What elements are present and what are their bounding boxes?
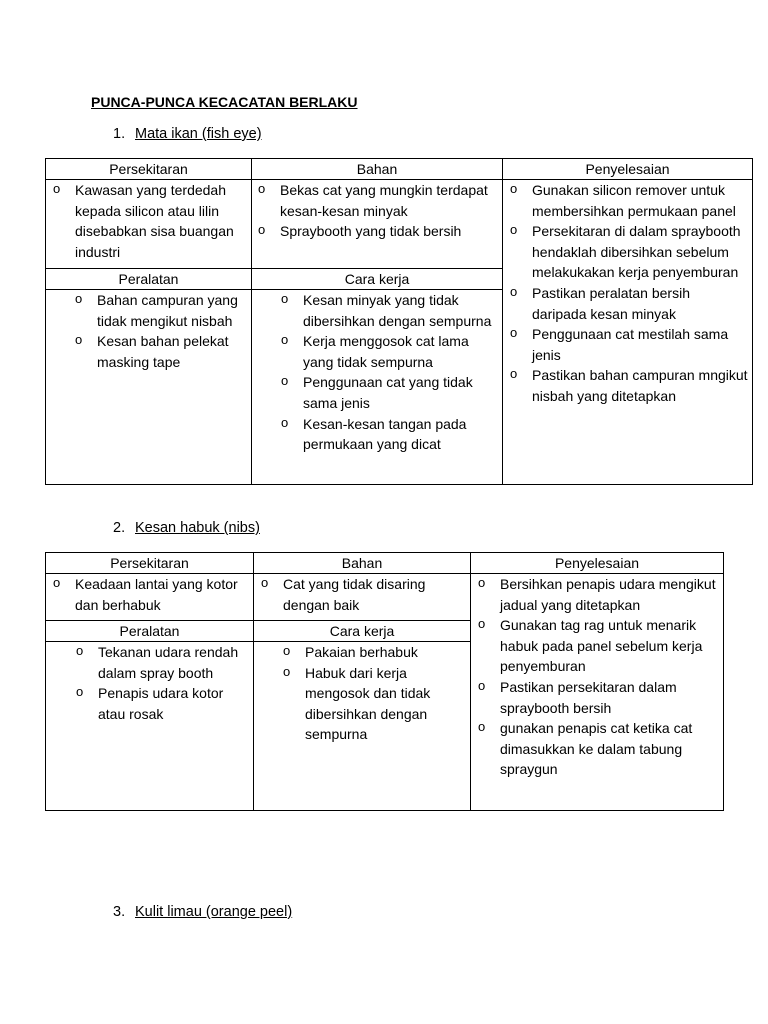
list-peralatan xyxy=(98,642,247,724)
list-item: o Habuk dari kerja mengosok dan tidak dibersihkan dengan sempurna xyxy=(305,663,464,745)
list-peralatan xyxy=(97,290,251,372)
list-item: o Gunakan silicon remover untuk membersihkan permukaan panel xyxy=(532,180,748,221)
header-penyelesaian: Penyelesaian xyxy=(503,159,753,180)
list-item: o gunakan penapis cat ketika cat dimasukkan ke dalam tabung spraygun xyxy=(500,718,719,780)
header-peralatan: Peralatan xyxy=(46,269,252,290)
cell-penyelesaian xyxy=(471,574,724,811)
list-persekitaran xyxy=(75,180,251,262)
cell-cara-kerja xyxy=(252,290,503,485)
header-cara-kerja: Cara kerja xyxy=(254,621,471,642)
list-item: o Pastikan bahan campuran mngikut nisbah yang ditetapkan xyxy=(532,365,748,406)
cell-peralatan xyxy=(46,290,252,485)
list-item: o Tekanan udara rendah dalam spray booth xyxy=(98,642,247,683)
header-bahan: Bahan xyxy=(254,553,471,574)
cell-bahan xyxy=(252,180,503,269)
header-persekitaran: Persekitaran xyxy=(46,553,254,574)
list-item: o Kesan minyak yang tidak dibersihkan dengan sempurna xyxy=(303,290,494,331)
list-item: o Bekas cat yang mungkin terdapat kesan-kesan minyak xyxy=(280,180,502,221)
list-item: o Persekitaran di dalam spraybooth hendaklah dibersihkan sebelum melakukakan kerja penyemburan xyxy=(532,221,748,283)
cell-persekitaran xyxy=(46,574,254,621)
section-heading: Kulit limau (orange peel) xyxy=(135,904,293,920)
section-heading: Kesan habuk (nibs) xyxy=(135,520,260,536)
section-number: 1. xyxy=(113,126,126,142)
list-item: o Penggunaan cat mestilah sama jenis xyxy=(532,324,748,365)
defect-table-2 xyxy=(45,552,724,811)
list-persekitaran xyxy=(75,574,253,615)
page-title: PUNCA-PUNCA KECACATAN BERLAKU xyxy=(91,94,358,110)
section-number: 2. xyxy=(113,520,126,536)
cell-penyelesaian xyxy=(503,180,753,485)
header-persekitaran: Persekitaran xyxy=(46,159,252,180)
section-number: 3. xyxy=(113,904,126,920)
header-peralatan: Peralatan xyxy=(46,621,254,642)
list-penyelesaian xyxy=(532,180,748,407)
section-title-1 xyxy=(113,126,262,142)
header-bahan: Bahan xyxy=(252,159,503,180)
section-heading: Mata ikan (fish eye) xyxy=(135,126,262,142)
cell-bahan xyxy=(254,574,471,621)
list-item: o Spraybooth yang tidak bersih xyxy=(280,221,502,242)
header-cara-kerja: Cara kerja xyxy=(252,269,503,290)
list-item: o Gunakan tag rag untuk menarik habuk pada panel sebelum kerja penyemburan xyxy=(500,615,719,677)
list-item: o Bersihkan penapis udara mengikut jadual yang ditetapkan xyxy=(500,574,719,615)
list-item: o Keadaan lantai yang kotor dan berhabuk xyxy=(75,574,253,615)
cell-peralatan xyxy=(46,642,254,811)
list-item: o Cat yang tidak disaring dengan baik xyxy=(283,574,470,615)
section-title-3 xyxy=(113,904,292,920)
list-cara-kerja xyxy=(303,290,494,455)
list-bahan xyxy=(283,574,470,615)
list-item: o Kesan bahan pelekat masking tape xyxy=(97,331,251,372)
section-title-2 xyxy=(113,520,260,536)
list-item: o Kawasan yang terdedah kepada silicon atau lilin disebabkan sisa buangan industri xyxy=(75,180,251,262)
header-penyelesaian: Penyelesaian xyxy=(471,553,724,574)
list-item: o Pakaian berhabuk xyxy=(305,642,464,663)
list-item: o Penapis udara kotor atau rosak xyxy=(98,683,247,724)
defect-table-1 xyxy=(45,158,753,485)
list-bahan xyxy=(280,180,502,242)
list-item: o Kesan-kesan tangan pada permukaan yang dicat xyxy=(303,414,494,455)
cell-cara-kerja xyxy=(254,642,471,811)
cell-persekitaran xyxy=(46,180,252,269)
list-penyelesaian xyxy=(500,574,719,780)
list-item: o Bahan campuran yang tidak mengikut nisbah xyxy=(97,290,251,331)
list-item: o Kerja menggosok cat lama yang tidak sempurna xyxy=(303,331,494,372)
list-item: o Pastikan persekitaran dalam spraybooth bersih xyxy=(500,677,719,718)
list-item: o Penggunaan cat yang tidak sama jenis xyxy=(303,372,494,413)
list-item: o Pastikan peralatan bersih daripada kesan minyak xyxy=(532,283,748,324)
list-cara-kerja xyxy=(305,642,464,745)
